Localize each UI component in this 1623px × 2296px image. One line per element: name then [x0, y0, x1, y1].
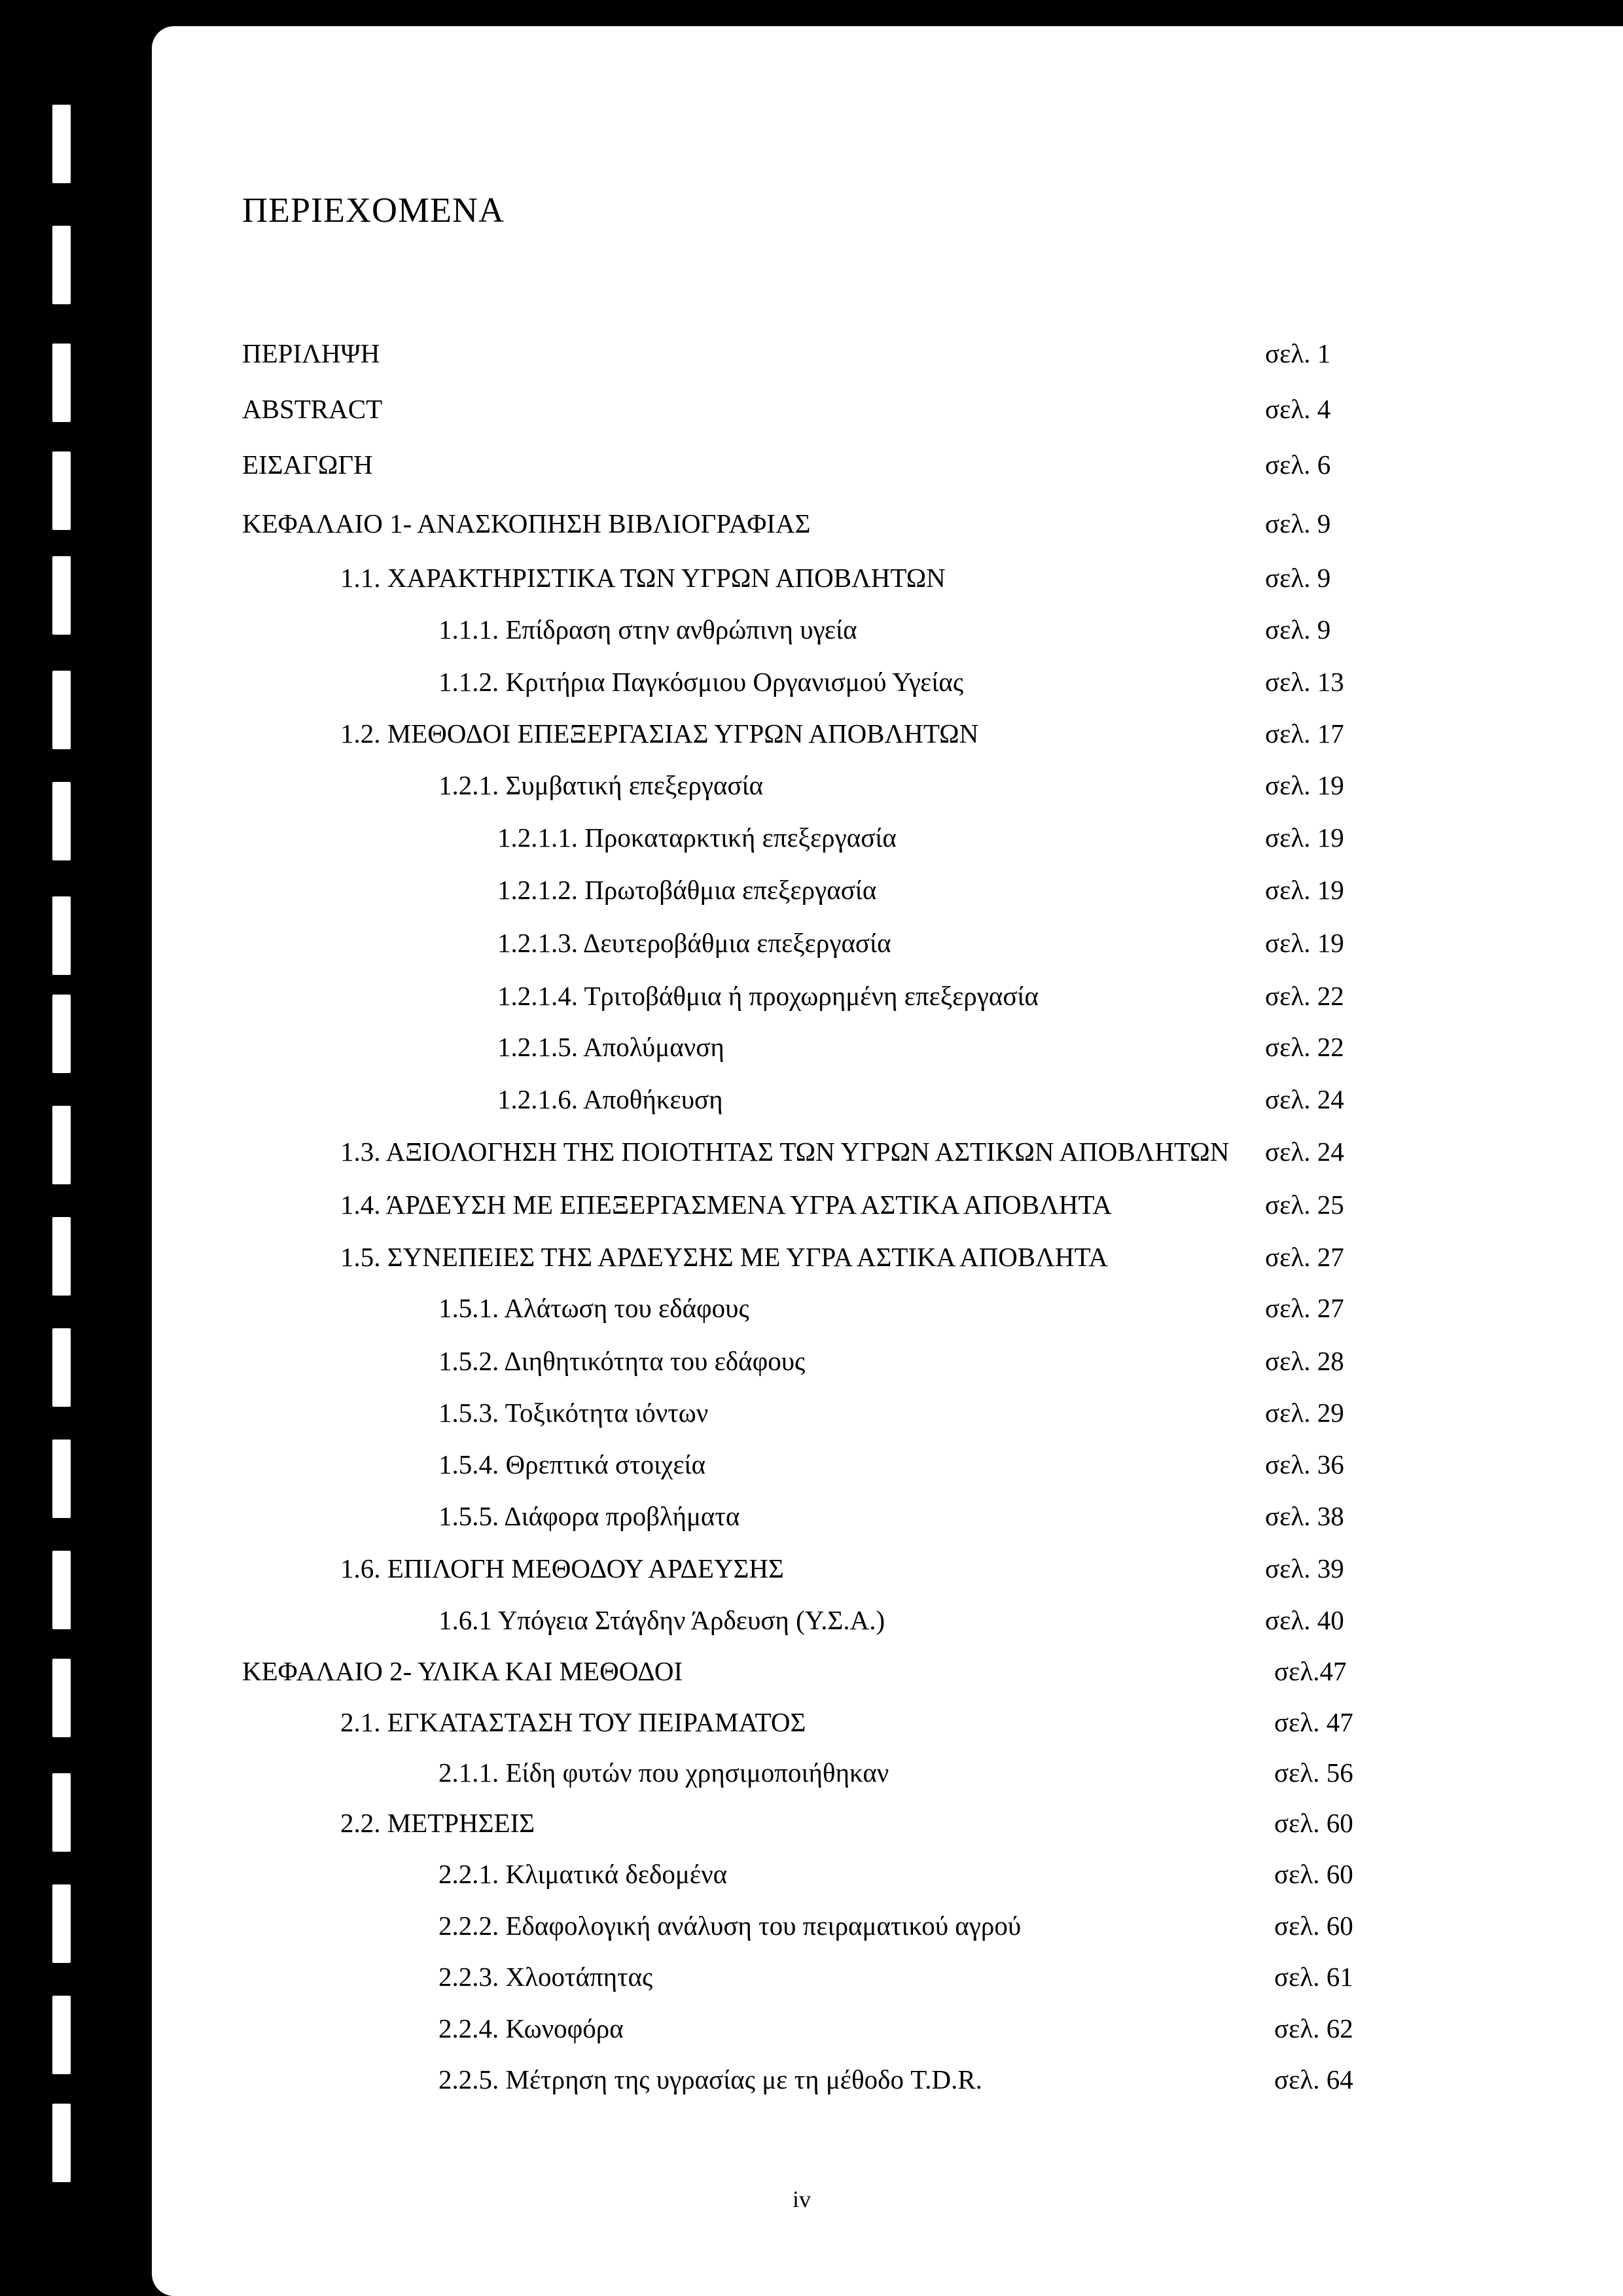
toc-entry-page: σελ. 60 [1274, 1859, 1353, 1889]
toc-entry-label: 1.2.1.1. Προκαταρκτική επεξεργασία [497, 822, 897, 853]
toc-entry-1-5-3[interactable] [152, 1393, 1623, 1432]
toc-entry-2-2-5[interactable] [152, 2060, 1623, 2099]
toc-entry-2-2-4[interactable] [152, 2009, 1623, 2048]
toc-entry-label: 1.1.1. Επίδραση στην ανθρώπινη υγεία [438, 614, 857, 645]
toc-entry-page: σελ. 25 [1265, 1190, 1344, 1220]
toc-entry-1-2-1-4[interactable] [152, 976, 1623, 1016]
toc-entry-1-2-1-5[interactable] [152, 1027, 1623, 1067]
binding-mark [52, 1439, 71, 1518]
toc-entry-1-5-1[interactable] [152, 1288, 1623, 1328]
toc-entry-2-2[interactable] [152, 1803, 1623, 1843]
toc-entry-label: 1.4. ΆΡΔΕΥΣΗ ΜΕ ΕΠΕΞΕΡΓΑΣΜΕΝΑ ΥΓΡΑ ΑΣΤΙΚΑ ΑΠΟΒΛΗΤΑ [340, 1190, 1112, 1220]
binding-mark [52, 995, 71, 1073]
toc-entry-label: ΚΕΦΑΛΑΙΟ 2- ΥΛΙΚΑ ΚΑΙ ΜΕΘΟΔΟΙ [242, 1656, 683, 1686]
toc-entry-label: 1.5.2. Διηθητικότητα του εδάφους [438, 1346, 806, 1376]
toc-entry-label: 1.2.1.6. Αποθήκευση [497, 1084, 723, 1114]
toc-entry-1-6-1[interactable] [152, 1600, 1623, 1640]
toc-entry-1-1[interactable] [152, 558, 1623, 597]
toc-entry-1-2-1-6[interactable] [152, 1080, 1623, 1119]
toc-entry-1-4[interactable] [152, 1185, 1623, 1224]
toc-entry-1-1-1[interactable] [152, 610, 1623, 649]
toc-entry-1-2-1-1[interactable] [152, 818, 1623, 857]
toc-entry-chapter-1[interactable] [152, 504, 1623, 543]
toc-entry-label: ΕΙΣΑΓΩΓΗ [242, 450, 373, 480]
toc-entry-label: 1.1.2. Κριτήρια Παγκόσμιου Οργανισμού Υγείας [438, 667, 964, 697]
binding-mark [52, 782, 71, 860]
toc-entry-chapter-2[interactable] [152, 1651, 1623, 1691]
toc-entry-label: ΠΕΡΙΛΗΨΗ [242, 338, 380, 368]
toc-entry-label: 1.2.1.5. Απολύμανση [497, 1032, 724, 1062]
toc-entry-page: σελ. 19 [1265, 928, 1344, 958]
toc-entry-abstract[interactable] [152, 389, 1623, 429]
toc-entry-page: σελ.47 [1274, 1656, 1347, 1686]
toc-entry-label: 2.2.1. Κλιματικά δεδομένα [438, 1859, 728, 1889]
toc-entry-page: σελ. 60 [1274, 1911, 1353, 1941]
toc-entry-page: σελ. 22 [1265, 981, 1344, 1011]
toc-entry-1-2-1-2[interactable] [152, 870, 1623, 910]
toc-entry-page: σελ. 27 [1265, 1242, 1344, 1272]
page-number: iv [793, 2186, 812, 2212]
toc-entry-1-5-2[interactable] [152, 1341, 1623, 1381]
toc-entry-label: 1.5.5. Διάφορα προβλήματα [438, 1501, 740, 1531]
toc-entry-label: 2.2.2. Εδαφολογική ανάλυση του πειραματικού αγρού [438, 1911, 1022, 1941]
toc-entry-page: σελ. 6 [1265, 450, 1331, 480]
binding-mark [52, 1217, 71, 1296]
binding-mark [52, 226, 71, 304]
toc-entry-page: σελ. 9 [1265, 614, 1331, 645]
toc-entry-1-5[interactable] [152, 1237, 1623, 1277]
binding-mark [52, 1106, 71, 1184]
binding-mark [52, 671, 71, 749]
toc-entry-label: 1.2.1. Συμβατική επεξεργασία [438, 770, 764, 800]
toc-entry-label: 1.5.3. Τοξικότητα ιόντων [438, 1398, 709, 1428]
toc-entry-page: σελ. 62 [1274, 2013, 1353, 2043]
toc-entry-label: 2.1. ΕΓΚΑΤΑΣΤΑΣΗ ΤΟΥ ΠΕΙΡΑΜΑΤΟΣ [340, 1707, 806, 1737]
document-page [152, 26, 1623, 2296]
toc-entry-page: σελ. 39 [1265, 1553, 1344, 1583]
toc-entry-label: 1.6. ΕΠΙΛΟΓΗ ΜΕΘΟΔΟΥ ΑΡΔΕΥΣΗΣ [340, 1553, 784, 1583]
toc-entry-page: σελ. 61 [1274, 1962, 1353, 1992]
binding-mark [52, 1773, 71, 1852]
toc-entry-page: σελ. 1 [1265, 338, 1331, 368]
binding-mark [52, 105, 71, 183]
toc-entry-page: σελ. 13 [1265, 667, 1344, 697]
toc-entry-page: σελ. 4 [1265, 394, 1331, 424]
binding-mark [52, 2104, 71, 2182]
binding-mark [52, 1659, 71, 1737]
toc-entry-label: 1.2.1.3. Δευτεροβάθμια επεξεργασία [497, 928, 891, 958]
toc-entry-page: σελ. 36 [1265, 1449, 1344, 1479]
toc-entry-label: 1.6.1 Υπόγεια Στάγδην Άρδευση (Υ.Σ.Α.) [438, 1605, 885, 1635]
toc-entry-1-1-2[interactable] [152, 662, 1623, 701]
toc-list [152, 26, 1623, 2296]
toc-entry-label: 2.2.5. Μέτρηση της υγρασίας με τη μέθοδο T.D.R. [438, 2064, 982, 2094]
toc-entry-label: 1.2. ΜΕΘΟΔΟΙ ΕΠΕΞΕΡΓΑΣΙΑΣ ΥΓΡΩΝ ΑΠΟΒΛΗΤΩΝ [340, 718, 979, 749]
toc-entry-1-2-1-3[interactable] [152, 923, 1623, 963]
toc-entry-page: σελ. 60 [1274, 1808, 1353, 1838]
toc-entry-perilipsi[interactable] [152, 334, 1623, 373]
binding-mark [52, 1551, 71, 1629]
toc-entry-page: σελ. 56 [1274, 1757, 1353, 1788]
toc-entry-page: σελ. 28 [1265, 1346, 1344, 1376]
toc-title: ΠΕΡΙΕΧΟΜΕΝΑ [242, 190, 505, 230]
binding-mark [52, 1328, 71, 1407]
toc-entry-2-1[interactable] [152, 1703, 1623, 1742]
toc-entry-page: σελ. 29 [1265, 1398, 1344, 1428]
binding-mark [52, 1884, 71, 1963]
toc-entry-label: 1.3. ΑΞΙΟΛΟΓΗΣΗ ΤΗΣ ΠΟΙΟΤΗΤΑΣ ΤΩΝ ΥΓΡΩΝ ΑΣΤΙΚΩΝ ΑΠΟΒΛΗΤΩΝ [340, 1137, 1230, 1167]
toc-entry-label: 1.1. ΧΑΡΑΚΤΗΡΙΣΤΙΚΑ ΤΩΝ ΥΓΡΩΝ ΑΠΟΒΛΗΤΩΝ [340, 563, 946, 593]
toc-entry-page: σελ. 19 [1265, 770, 1344, 800]
toc-entry-1-5-5[interactable] [152, 1496, 1623, 1536]
toc-entry-label: 1.5.1. Αλάτωση του εδάφους [438, 1293, 749, 1323]
toc-entry-page: σελ. 47 [1274, 1707, 1353, 1737]
toc-entry-label: 1.2.1.2. Πρωτοβάθμια επεξεργασία [497, 875, 877, 905]
toc-entry-page: σελ. 17 [1265, 718, 1344, 749]
toc-entry-1-5-4[interactable] [152, 1445, 1623, 1484]
toc-entry-2-1-1[interactable] [152, 1753, 1623, 1792]
toc-entry-page: σελ. 24 [1265, 1137, 1344, 1167]
toc-entry-label: 2.2.4. Κωνοφόρα [438, 2013, 624, 2043]
toc-entry-1-3[interactable] [152, 1132, 1623, 1171]
toc-entry-page: σελ. 27 [1265, 1293, 1344, 1323]
binding-marks [0, 0, 105, 2296]
toc-entry-page: σελ. 24 [1265, 1084, 1344, 1114]
toc-entry-label: 2.2.3. Χλοοτάπητας [438, 1962, 653, 1992]
toc-entry-label: ABSTRACT [242, 394, 383, 424]
toc-entry-label: ΚΕΦΑΛΑΙΟ 1- ΑΝΑΣΚΟΠΗΣΗ ΒΙΒΛΙΟΓΡΑΦΙΑΣ [242, 508, 811, 539]
binding-mark [52, 896, 71, 975]
toc-entry-label: 1.5. ΣΥΝΕΠΕΙΕΣ ΤΗΣ ΑΡΔΕΥΣΗΣ ΜΕ ΥΓΡΑ ΑΣΤΙΚΑ ΑΠΟΒΛΗΤΑ [340, 1242, 1108, 1272]
toc-entry-page: σελ. 19 [1265, 822, 1344, 853]
toc-entry-label: 2.2. ΜΕΤΡΗΣΕΙΣ [340, 1808, 535, 1838]
toc-entry-label: 2.1.1. Είδη φυτών που χρησιμοποιήθηκαν [438, 1757, 889, 1788]
toc-entry-eisagogi[interactable] [152, 445, 1623, 484]
toc-entry-2-2-2[interactable] [152, 1906, 1623, 1945]
toc-entry-page: σελ. 38 [1265, 1501, 1344, 1531]
toc-entry-1-2-1[interactable] [152, 766, 1623, 805]
toc-entry-1-2[interactable] [152, 714, 1623, 753]
toc-entry-label: 1.5.4. Θρεπτικά στοιχεία [438, 1449, 706, 1479]
toc-entry-1-6[interactable] [152, 1549, 1623, 1588]
binding-mark [52, 1996, 71, 2074]
binding-mark [52, 556, 71, 635]
toc-entry-2-2-3[interactable] [152, 1957, 1623, 1996]
toc-entry-page: σελ. 9 [1265, 563, 1331, 593]
toc-entry-page: σελ. 40 [1265, 1605, 1344, 1635]
toc-entry-page: σελ. 9 [1265, 508, 1331, 539]
binding-mark [52, 344, 71, 422]
toc-entry-2-2-1[interactable] [152, 1854, 1623, 1894]
toc-entry-page: σελ. 19 [1265, 875, 1344, 905]
binding-mark [52, 451, 71, 530]
toc-entry-page: σελ. 64 [1274, 2064, 1353, 2094]
toc-entry-page: σελ. 22 [1265, 1032, 1344, 1062]
toc-entry-label: 1.2.1.4. Τριτοβάθμια ή προχωρημένη επεξεργασία [497, 981, 1039, 1011]
